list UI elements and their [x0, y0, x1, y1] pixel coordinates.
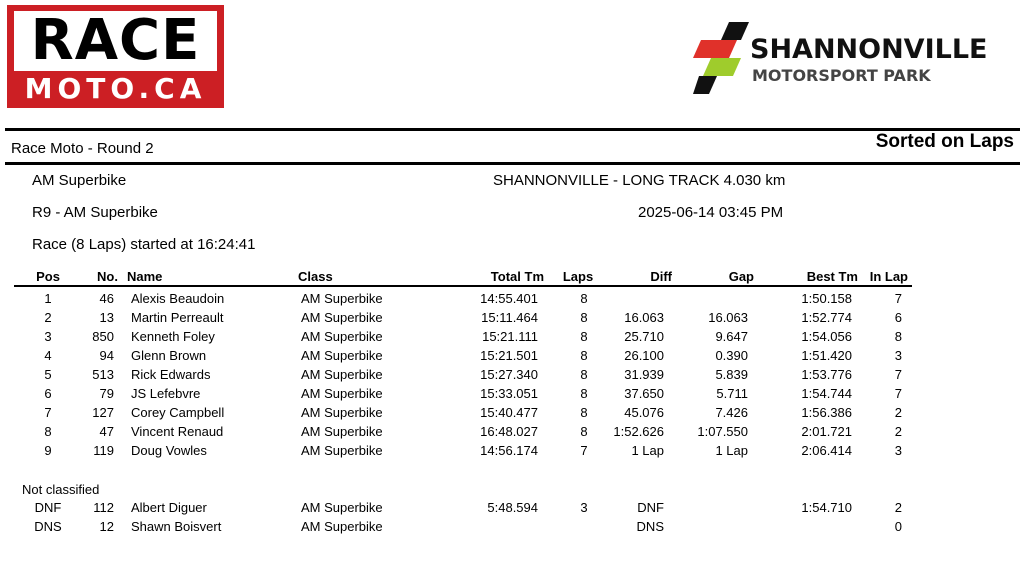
- col-header-no: No.: [97, 269, 118, 284]
- column-header-rule: [14, 285, 912, 287]
- cell-name: Alexis Beaudoin: [131, 291, 225, 306]
- cell-laps: 8: [580, 310, 588, 325]
- cell-diff: 1 Lap: [631, 443, 664, 458]
- cell-pos: 4: [44, 348, 52, 363]
- cell-name: Rick Edwards: [131, 367, 211, 382]
- cell-class: AM Superbike: [301, 329, 383, 344]
- top-rule: [5, 128, 1020, 131]
- cell-no: 112: [93, 500, 114, 515]
- cell-gap: 9.647: [715, 329, 748, 344]
- cell-best: 1:50.158: [801, 291, 852, 306]
- shannonville-name: SHANNONVILLE: [750, 34, 988, 65]
- cell-inlap: 2: [894, 424, 902, 439]
- cell-class: AM Superbike: [301, 367, 383, 382]
- cell-class: AM Superbike: [301, 443, 383, 458]
- cell-laps: 8: [580, 367, 588, 382]
- cell-laps: 7: [580, 443, 588, 458]
- race-id: R9 - AM Superbike: [32, 204, 158, 221]
- cell-total: 15:21.111: [482, 329, 538, 344]
- cell-pos: 6: [44, 386, 52, 401]
- col-header-total: Total Tm: [490, 269, 544, 284]
- cell-name: Albert Diguer: [131, 500, 207, 515]
- col-header-pos: Pos: [36, 269, 60, 284]
- cell-inlap: 7: [894, 291, 902, 306]
- cell-laps: 8: [580, 386, 588, 401]
- racemoto-logo-panel: [14, 8, 217, 73]
- cell-total: 15:11.464: [481, 310, 538, 325]
- race-date: 2025-06-14 03:45 PM: [638, 204, 784, 221]
- cell-no: 79: [99, 386, 114, 401]
- cell-gap: 0.390: [715, 348, 748, 363]
- col-header-inlap: In Lap: [869, 269, 908, 284]
- cell-no: 13: [99, 310, 114, 325]
- cell-no: 47: [99, 424, 114, 439]
- cell-name: Doug Vowles: [131, 443, 207, 458]
- cell-total: 15:21.501: [480, 348, 538, 363]
- col-header-gap: Gap: [728, 269, 754, 284]
- cell-best: 1:53.776: [801, 367, 852, 382]
- cell-laps: 8: [580, 329, 588, 344]
- cell-gap: 5.839: [715, 367, 748, 382]
- cell-best: 1:56.386: [801, 405, 852, 420]
- cell-no: 850: [92, 329, 114, 344]
- cell-laps: 8: [580, 348, 588, 363]
- race-info: Race (8 Laps) started at 16:24:41: [32, 236, 256, 253]
- cell-inlap: 0: [894, 519, 902, 534]
- col-header-class: Class: [298, 269, 333, 284]
- cell-laps: 3: [580, 500, 588, 515]
- cell-inlap: 3: [894, 348, 902, 363]
- cell-diff: 16.063: [624, 310, 664, 325]
- cell-laps: 8: [580, 424, 588, 439]
- cell-best: 2:06.414: [801, 443, 852, 458]
- cell-inlap: 2: [894, 405, 902, 420]
- cell-class: AM Superbike: [301, 386, 383, 401]
- sort-label: Sorted on Laps: [875, 131, 1014, 152]
- cell-best: 1:51.420: [801, 348, 852, 363]
- racemoto-logo-moto: MOTO.CA: [24, 72, 207, 105]
- cell-name: Vincent Renaud: [131, 424, 224, 439]
- cell-best: 1:54.056: [801, 329, 852, 344]
- cell-no: 513: [92, 367, 114, 382]
- cell-inlap: 8: [894, 329, 902, 344]
- cell-class: AM Superbike: [301, 405, 383, 420]
- cell-class: AM Superbike: [301, 500, 383, 515]
- cell-best: 2:01.721: [801, 424, 852, 439]
- cell-gap: 16.063: [708, 310, 748, 325]
- cell-name: Martin Perreault: [131, 310, 224, 325]
- cell-laps: 8: [580, 405, 588, 420]
- col-header-best: Best Tm: [806, 269, 858, 284]
- cell-diff: 37.650: [624, 386, 664, 401]
- cell-pos: DNS: [34, 519, 62, 534]
- cell-diff: 31.939: [624, 367, 664, 382]
- cell-name: Kenneth Foley: [131, 329, 215, 344]
- cell-pos: 3: [44, 329, 52, 344]
- cell-total: 14:55.401: [480, 291, 538, 306]
- cell-pos: 9: [44, 443, 52, 458]
- cell-inlap: 7: [894, 386, 902, 401]
- cell-class: AM Superbike: [301, 519, 383, 534]
- cell-inlap: 6: [894, 310, 902, 325]
- cell-best: 1:54.710: [801, 500, 852, 515]
- cell-name: Glenn Brown: [131, 348, 207, 363]
- cell-diff: DNS: [636, 519, 664, 534]
- cell-pos: DNF: [34, 500, 62, 515]
- cell-no: 127: [92, 405, 114, 420]
- cell-class: AM Superbike: [301, 348, 383, 363]
- racemoto-logo-race: RACE: [30, 8, 201, 73]
- cell-diff: 25.710: [624, 329, 664, 344]
- event-title: Race Moto - Round 2: [11, 140, 154, 157]
- cell-total: 15:40.477: [480, 405, 538, 420]
- cell-best: 1:54.744: [801, 386, 852, 401]
- cell-diff: DNF: [637, 500, 664, 515]
- cell-diff: 26.100: [624, 348, 664, 363]
- cell-diff: 1:52.626: [613, 424, 664, 439]
- cell-name: Corey Campbell: [131, 405, 225, 420]
- cell-gap: 1 Lap: [715, 443, 748, 458]
- cell-name: JS Lefebvre: [131, 386, 201, 401]
- cell-name: Shawn Boisvert: [131, 519, 222, 534]
- cell-no: 94: [99, 348, 114, 363]
- cell-laps: 8: [580, 291, 588, 306]
- cell-pos: 5: [44, 367, 52, 382]
- shannonville-subtitle: MOTORSPORT PARK: [752, 66, 931, 85]
- track-name: SHANNONVILLE - LONG TRACK 4.030 km: [493, 172, 786, 189]
- shannonville-flag-icon: [693, 22, 751, 96]
- cell-pos: 1: [44, 291, 52, 306]
- cell-total: 15:27.340: [480, 367, 538, 382]
- cell-total: 14:56.174: [480, 443, 538, 458]
- cell-gap: 5.711: [716, 386, 748, 401]
- cell-inlap: 7: [894, 367, 902, 382]
- cell-no: 119: [93, 443, 114, 458]
- cell-best: 1:52.774: [801, 310, 852, 325]
- cell-class: AM Superbike: [301, 310, 383, 325]
- col-header-name: Name: [127, 269, 163, 284]
- col-header-diff: Diff: [650, 269, 672, 284]
- cell-gap: 1:07.550: [697, 424, 748, 439]
- cell-pos: 7: [44, 405, 52, 420]
- cell-gap: 7.426: [715, 405, 748, 420]
- header-rule: [5, 162, 1020, 165]
- cell-class: AM Superbike: [301, 424, 383, 439]
- class-name: AM Superbike: [32, 172, 127, 189]
- cell-pos: 8: [44, 424, 52, 439]
- cell-total: 5:48.594: [487, 500, 538, 515]
- not-classified-label: Not classified: [22, 482, 100, 497]
- cell-diff: 45.076: [624, 405, 664, 420]
- cell-no: 12: [99, 519, 114, 534]
- racemoto-logo: [7, 5, 224, 108]
- col-header-laps: Laps: [562, 269, 594, 284]
- cell-inlap: 3: [894, 443, 902, 458]
- cell-class: AM Superbike: [301, 291, 383, 306]
- cell-inlap: 2: [894, 500, 902, 515]
- cell-pos: 2: [44, 310, 52, 325]
- cell-no: 46: [99, 291, 114, 306]
- cell-total: 16:48.027: [480, 424, 538, 439]
- cell-total: 15:33.051: [480, 386, 538, 401]
